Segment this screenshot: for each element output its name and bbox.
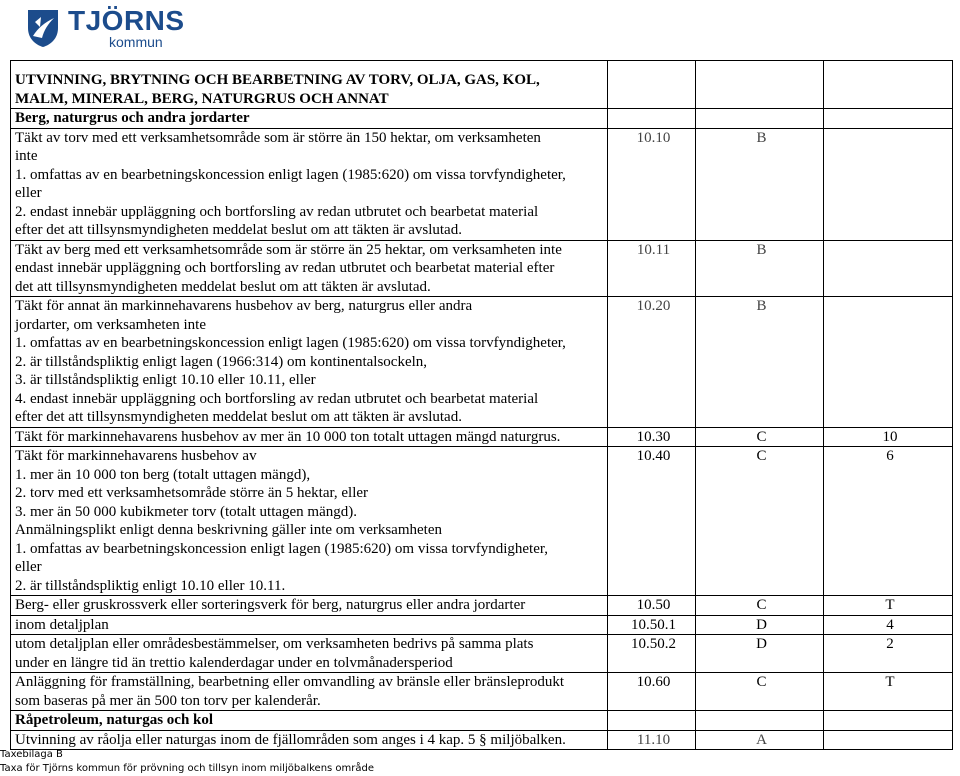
section-title-line-1: UTVINNING, BRYTNING OCH BEARBETNING AV TORV, OLJA, GAS, KOL, xyxy=(15,72,540,88)
section-header-cell xyxy=(11,61,608,109)
code-cell: 10.40 xyxy=(608,447,696,596)
description-cell xyxy=(11,297,608,428)
fee-cell xyxy=(824,109,953,129)
code-cell xyxy=(608,61,696,109)
logo-name: TJÖRNS xyxy=(68,5,185,36)
table-row xyxy=(11,240,953,297)
code-cell: 10.50.2 xyxy=(608,635,696,673)
table-row xyxy=(11,615,953,635)
description-cell xyxy=(11,596,608,616)
table-row xyxy=(11,427,953,447)
description-line: utom detaljplan eller områdesbestämmelser, om verksamheten bedrivs på samma plats xyxy=(15,636,534,652)
fee-cell: 10 xyxy=(824,427,953,447)
description-line: eller xyxy=(15,559,42,575)
description-line: det att tillsynsmyndigheten meddelat beslut om att täkten är avslutad. xyxy=(15,278,431,295)
petroleum-header-row xyxy=(11,711,953,731)
class-cell: B xyxy=(696,128,824,240)
description-cell xyxy=(11,128,608,240)
description-line: eller xyxy=(15,185,42,201)
code-cell: 10.50 xyxy=(608,596,696,616)
description-line: 4. endast innebär uppläggning och bortforsling av redan utbrutet och bearbetat material xyxy=(15,390,539,407)
description-cell xyxy=(11,427,608,447)
description-line: Täkt för annat än markinnehavarens husbehov av berg, naturgrus eller andra xyxy=(15,298,473,314)
table-row xyxy=(11,128,953,240)
class-cell: D xyxy=(696,635,824,673)
description-line: Utvinning av råolja eller naturgas inom de fjällområden som anges i 4 kap. 5 § miljöbalken. xyxy=(15,731,566,748)
description-line: efter det att tillsynsmyndigheten meddelat beslut om att täkten är avslutad. xyxy=(15,222,462,238)
code-cell xyxy=(608,711,696,731)
description-cell xyxy=(11,240,608,297)
description-line: 2. torv med ett verksamhetsområde större än 5 hektar, eller xyxy=(15,485,369,501)
table-row xyxy=(11,447,953,596)
petroleum-header-cell xyxy=(11,711,608,731)
description-line: 2. är tillståndspliktig enligt 10.10 eller 10.11. xyxy=(15,577,286,594)
description-cell xyxy=(11,673,608,711)
table-row xyxy=(11,635,953,673)
shield-icon xyxy=(26,8,60,48)
class-cell: B xyxy=(696,240,824,297)
fee-cell: T xyxy=(824,596,953,616)
code-cell: 10.50.1 xyxy=(608,615,696,635)
petroleum-section-title: Råpetroleum, naturgas och kol xyxy=(15,712,214,728)
code-cell xyxy=(608,109,696,129)
table-row xyxy=(11,730,953,750)
class-cell: C xyxy=(696,673,824,711)
table-row xyxy=(11,596,953,616)
footer-line-2: Taxa för Tjörns kommun för prövning och tillsyn inom miljöbalkens område xyxy=(0,763,375,774)
description-line: under en längre tid än trettio kalenderdagar under en tolvmånadersperiod xyxy=(15,654,453,671)
fee-cell xyxy=(824,240,953,297)
description-line: inte xyxy=(15,148,38,164)
table-row xyxy=(11,673,953,711)
class-cell: C xyxy=(696,596,824,616)
description-line: 2. är tillståndspliktig enligt lagen (1966:314) om kontinentalsockeln, xyxy=(15,353,428,370)
fee-cell xyxy=(824,61,953,109)
class-cell: C xyxy=(696,427,824,447)
code-cell: 10.30 xyxy=(608,427,696,447)
class-cell: D xyxy=(696,615,824,635)
subsection-header-cell xyxy=(11,109,608,129)
class-cell xyxy=(696,711,824,731)
description-line: Täkt av berg med ett verksamhetsområde som är större än 25 hektar, om verksamheten inte xyxy=(15,241,562,258)
section-title-line-2: MALM, MINERAL, BERG, NATURGRUS OCH ANNAT xyxy=(15,90,389,107)
description-line: jordarter, om verksamheten inte xyxy=(15,316,206,333)
class-cell: C xyxy=(696,447,824,596)
tjorns-kommun-logo xyxy=(26,6,186,50)
code-cell: 10.10 xyxy=(608,128,696,240)
section-header-row xyxy=(11,61,953,109)
subsection-header-row xyxy=(11,109,953,129)
fee-cell: T xyxy=(824,673,953,711)
code-cell: 11.10 xyxy=(608,730,696,750)
code-cell: 10.11 xyxy=(608,240,696,297)
description-line: efter det att tillsynsmyndigheten meddelat beslut om att täkten är avslutad. xyxy=(15,409,462,425)
description-line: Berg- eller gruskrossverk eller sorteringsverk för berg, naturgrus eller andra jordarter xyxy=(15,597,526,613)
description-line: 1. omfattas av en bearbetningskoncession enligt lagen (1985:620) om vissa torvfyndigheter, xyxy=(15,166,566,183)
fee-cell: 6 xyxy=(824,447,953,596)
description-line: endast innebär uppläggning och bortforsling av redan utbrutet och bearbetat material efter xyxy=(15,260,555,276)
table-row xyxy=(11,297,953,428)
fee-cell xyxy=(824,297,953,428)
description-cell xyxy=(11,635,608,673)
description-line: Anmälningsplikt enligt denna beskrivning gäller inte om verksamheten xyxy=(15,522,442,538)
fee-cell xyxy=(824,128,953,240)
code-cell: 10.60 xyxy=(608,673,696,711)
class-cell: A xyxy=(696,730,824,750)
fee-cell xyxy=(824,711,953,731)
fee-cell xyxy=(824,730,953,750)
description-cell xyxy=(11,615,608,635)
description-line: 3. är tillståndspliktig enligt 10.10 eller 10.11, eller xyxy=(15,372,316,388)
description-line: 1. omfattas av bearbetningskoncession enligt lagen (1985:620) om vissa torvfyndigheter, xyxy=(15,540,549,557)
description-line: Täkt för markinnehavarens husbehov av mer än 10 000 ton totalt uttagen mängd naturgrus. xyxy=(15,428,561,445)
description-line: 1. omfattas av en bearbetningskoncession enligt lagen (1985:620) om vissa torvfyndigheter, xyxy=(15,335,566,351)
description-line: Täkt för markinnehavarens husbehov av xyxy=(15,448,257,464)
code-cell: 10.20 xyxy=(608,297,696,428)
description-line: Täkt av torv med ett verksamhetsområde som är större än 150 hektar, om verksamheten xyxy=(15,129,541,146)
description-line: 1. mer än 10 000 ton berg (totalt uttagen mängd), xyxy=(15,466,311,483)
description-line: inom detaljplan xyxy=(15,616,109,633)
class-cell xyxy=(696,109,824,129)
description-line: 3. mer än 50 000 kubikmeter torv (totalt uttagen mängd). xyxy=(15,503,357,520)
description-line: 2. endast innebär uppläggning och bortforsling av redan utbrutet och bearbetat material xyxy=(15,203,539,220)
description-cell xyxy=(11,447,608,596)
description-cell xyxy=(11,730,608,750)
fee-cell: 4 xyxy=(824,615,953,635)
description-line: som baseras på mer än 500 ton torv per kalenderår. xyxy=(15,692,321,709)
tax-table xyxy=(10,60,953,750)
logo-subtitle: kommun xyxy=(109,34,163,50)
class-cell: B xyxy=(696,297,824,428)
subsection-title: Berg, naturgrus och andra jordarter xyxy=(15,110,250,126)
description-line: Anläggning för framställning, bearbetning eller omvandling av bränsle eller bränsleprodukt xyxy=(15,674,565,690)
class-cell xyxy=(696,61,824,109)
fee-cell: 2 xyxy=(824,635,953,673)
footer-line-1: Taxebilaga B xyxy=(0,749,63,760)
